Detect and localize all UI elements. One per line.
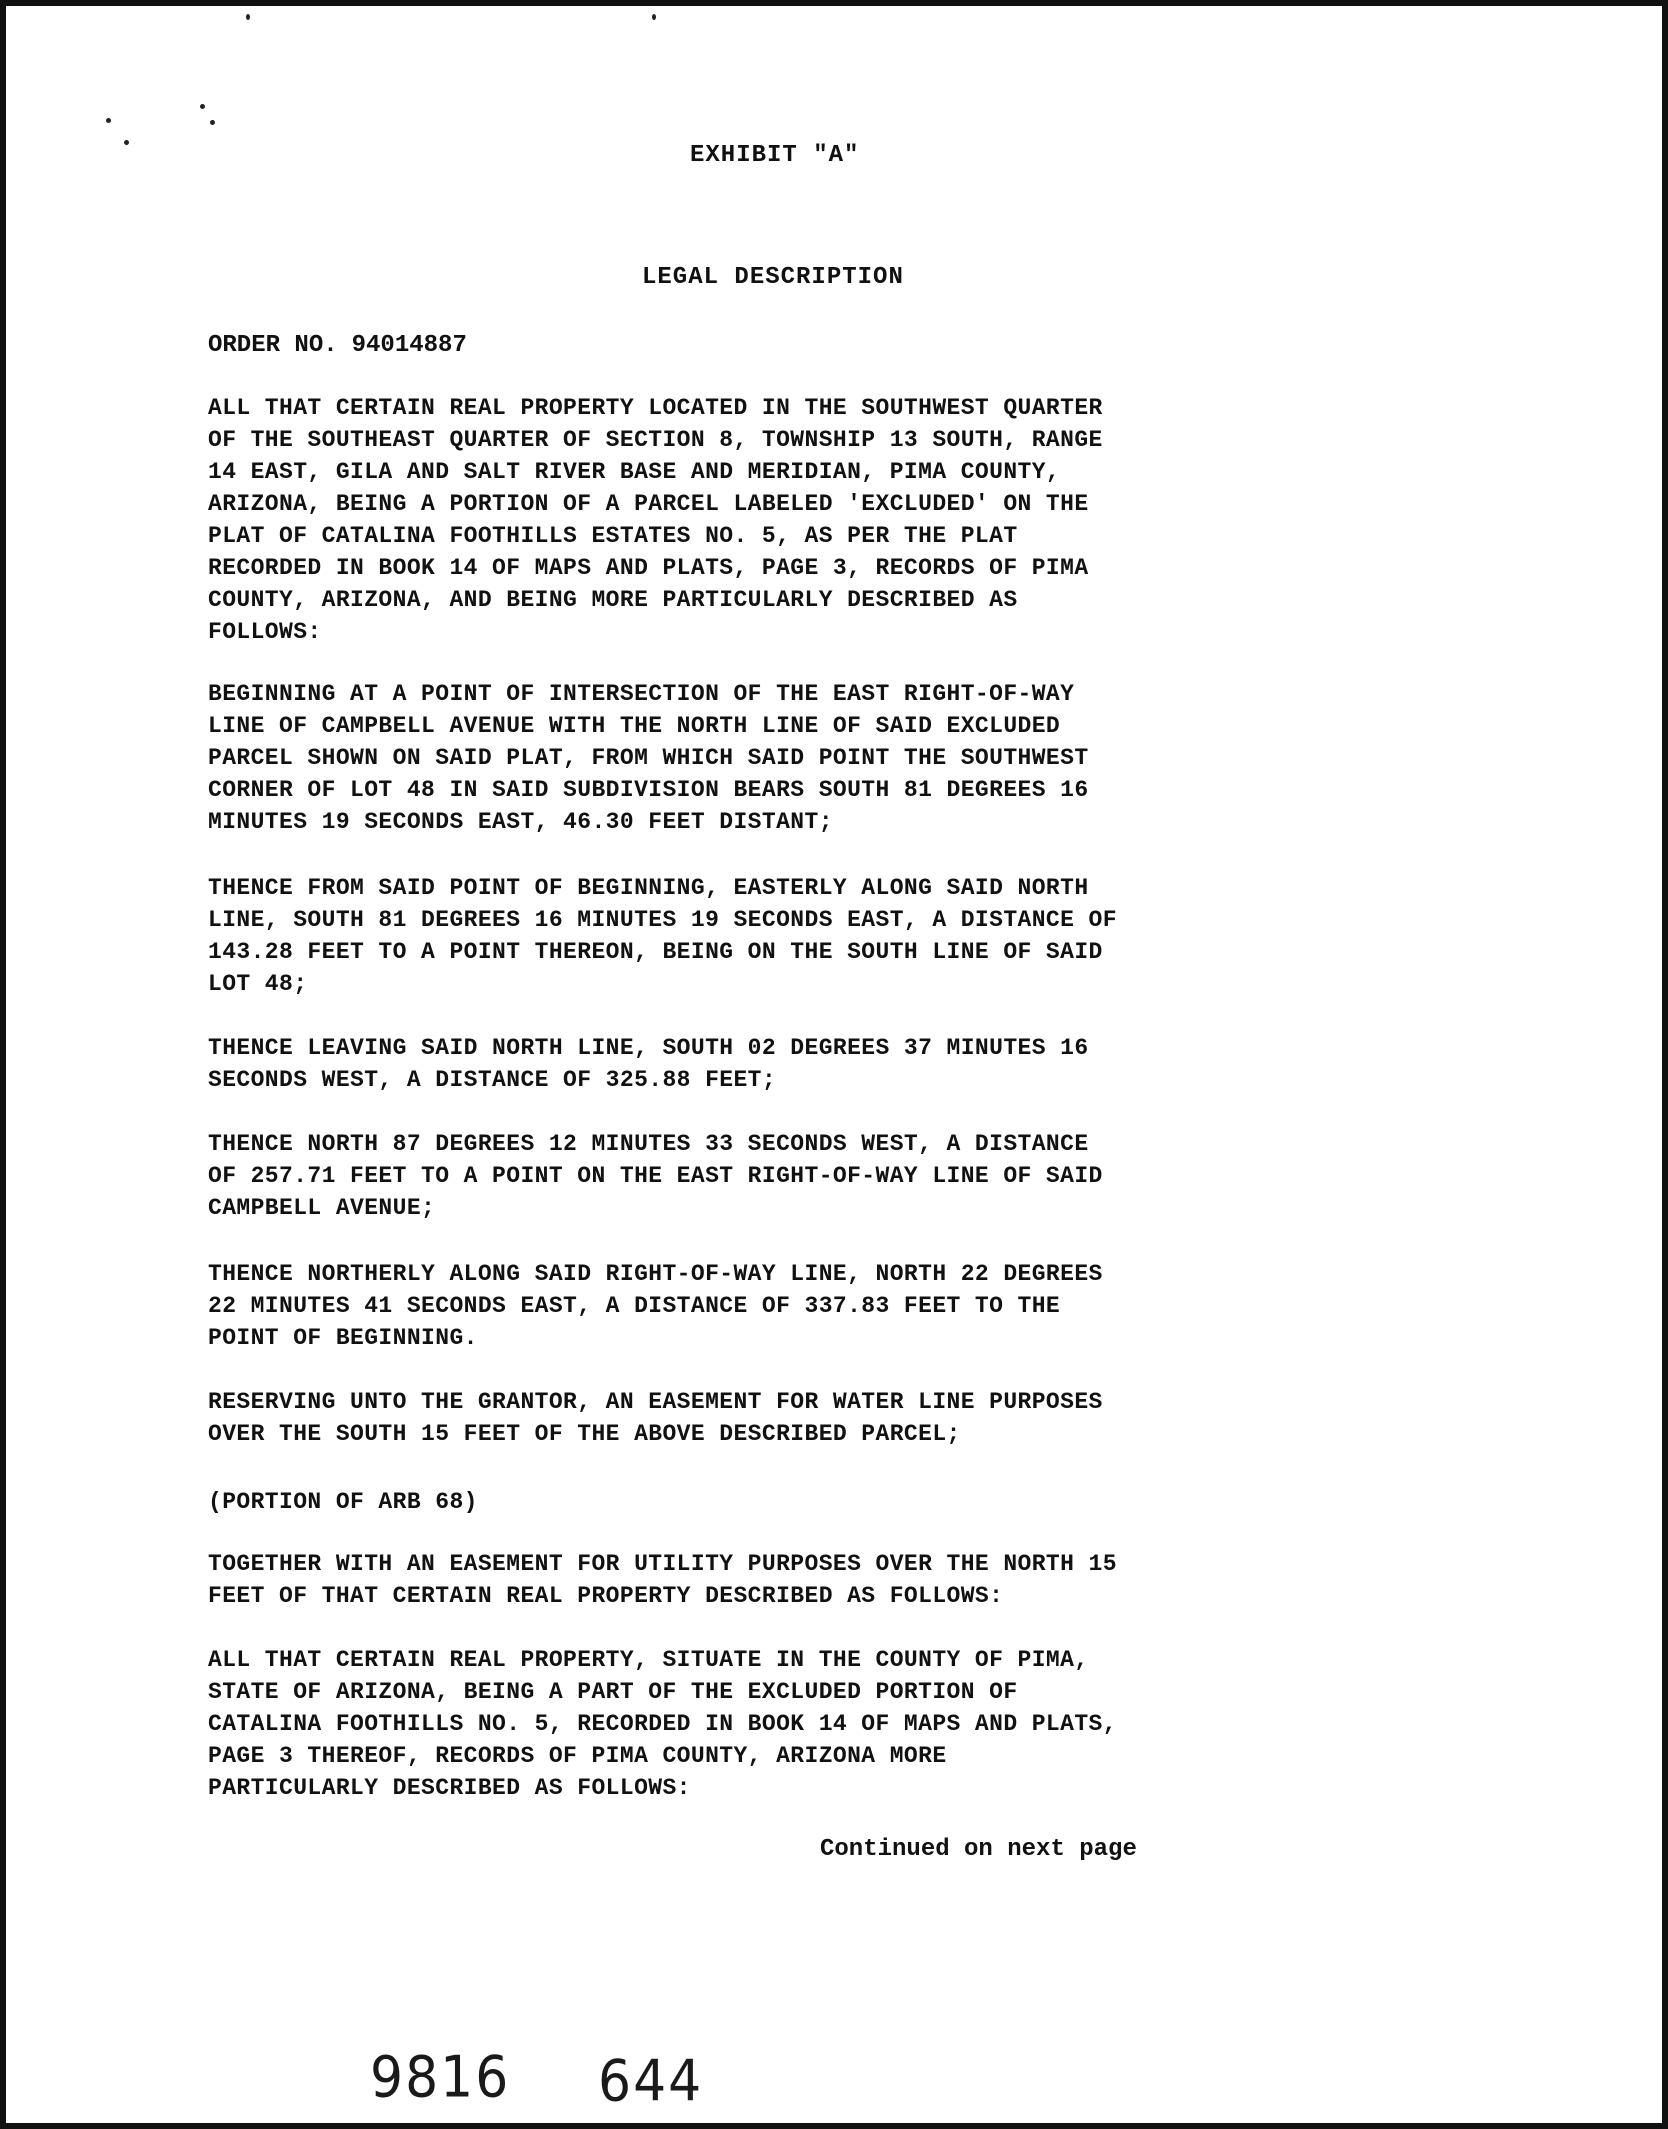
book-number-stamp: 9816 xyxy=(370,2045,511,2111)
paragraph-property-location: ALL THAT CERTAIN REAL PROPERTY LOCATED IN THE SOUTHWEST QUARTER OF THE SOUTHEAST QUARTER OF SECTION 8, TOWNSHIP 13 SOUTH, RANGE 14 EAST, GILA AND SALT RIVER BASE AND MERIDIAN, PIMA COUNTY, ARIZONA, BEING A PORTION OF A PARCEL LABELED 'EXCLUDED' ON THE PLAT OF CATALINA FOOTHILLS ESTATES NO. 5, AS PER THE PLAT RECORDED IN BOOK 14 OF MAPS AND PLATS, PAGE 3, RECORDS OF PIMA COUNTY, ARIZONA, AND BEING MORE PARTICULARLY DESCRIBED AS FOLLOWS: xyxy=(208,395,1103,645)
paragraph-course-easterly: THENCE FROM SAID POINT OF BEGINNING, EASTERLY ALONG SAID NORTH LINE, SOUTH 81 DEGREES 16 MINUTES 19 SECONDS EAST, A DISTANCE OF 143.28 FEET TO A POINT THEREON, BEING ON THE SOUTH LINE OF SAID LOT 48; xyxy=(208,875,1117,997)
paragraph-excluded-portion: ALL THAT CERTAIN REAL PROPERTY, SITUATE IN THE COUNTY OF PIMA, STATE OF ARIZONA, BEING A PART OF THE EXCLUDED PORTION OF CATALINA FOOTHILLS NO. 5, RECORDED IN BOOK 14 OF MAPS AND PLATS, PAGE 3 THEREOF, RECORDS OF PIMA COUNTY, ARIZONA MORE PARTICULARLY DESCRIBED AS FOLLOWS: xyxy=(208,1647,1117,1801)
exhibit-title: EXHIBIT "A" xyxy=(690,142,860,169)
paragraph-course-south: THENCE LEAVING SAID NORTH LINE, SOUTH 02 DEGREES 37 MINUTES 16 SECONDS WEST, A DISTANCE OF 325.88 FEET; xyxy=(208,1035,1089,1093)
paragraph-utility-easement: TOGETHER WITH AN EASEMENT FOR UTILITY PURPOSES OVER THE NORTH 15 FEET OF THAT CERTAIN REAL PROPERTY DESCRIBED AS FOLLOWS: xyxy=(208,1551,1117,1609)
page-number-stamp: 644 xyxy=(598,2049,704,2115)
paragraph-course-northerly: THENCE NORTHERLY ALONG SAID RIGHT-OF-WAY LINE, NORTH 22 DEGREES 22 MINUTES 41 SECONDS EAST, A DISTANCE OF 337.83 FEET TO THE POINT OF BEGINNING. xyxy=(208,1261,1103,1351)
scan-speck xyxy=(246,14,250,20)
order-number-line xyxy=(208,332,467,359)
paragraph-portion-arb: (PORTION OF ARB 68) xyxy=(208,1489,478,1515)
scan-speck xyxy=(106,118,111,123)
scan-speck xyxy=(124,140,129,145)
paragraph-course-west: THENCE NORTH 87 DEGREES 12 MINUTES 33 SECONDS WEST, A DISTANCE OF 257.71 FEET TO A POINT ON THE EAST RIGHT-OF-WAY LINE OF SAID CAMPBELL AVENUE; xyxy=(208,1131,1103,1221)
scan-speck xyxy=(200,104,205,109)
paragraph-point-of-beginning: BEGINNING AT A POINT OF INTERSECTION OF THE EAST RIGHT-OF-WAY LINE OF CAMPBELL AVENUE WITH THE NORTH LINE OF SAID EXCLUDED PARCEL SHOWN ON SAID PLAT, FROM WHICH SAID POINT THE SOUTHWEST CORNER OF LOT 48 IN SAID SUBDIVISION BEARS SOUTH 81 DEGREES 16 MINUTES 19 SECONDS EAST, 46.30 FEET DISTANT; xyxy=(208,681,1089,835)
order-label: ORDER NO. xyxy=(208,332,338,359)
legal-description-heading: LEGAL DESCRIPTION xyxy=(642,264,904,291)
scan-speck xyxy=(210,120,215,125)
order-number: 94014887 xyxy=(351,332,467,359)
scan-speck xyxy=(652,14,656,20)
paragraph-water-easement: RESERVING UNTO THE GRANTOR, AN EASEMENT FOR WATER LINE PURPOSES OVER THE SOUTH 15 FEET OF THE ABOVE DESCRIBED PARCEL; xyxy=(208,1389,1103,1447)
continued-note: Continued on next page xyxy=(820,1836,1137,1863)
